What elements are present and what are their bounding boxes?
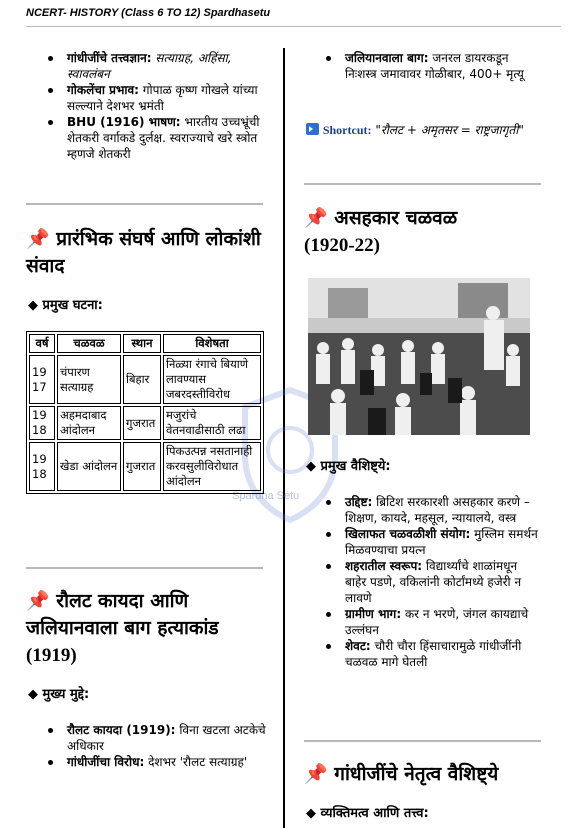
subheading-personality [306,805,429,823]
bullet-key: शेवट: [345,639,371,653]
list-item [26,754,266,770]
bullet-text: गोपाळ कृष्ण गोखले यांच्या सल्ल्याने देशभर भ्रमंती [67,83,258,113]
cell-movement: चंपारण सत्याग्रह [57,355,121,404]
bullet-text: मुस्लिम समर्थन मिळवण्याचा प्रयत्न [345,527,538,557]
table-row [29,355,261,404]
list-item [304,638,542,670]
subheading-major-events [28,297,103,315]
col-header-movement: चळवळ [57,334,121,353]
bullet-text: कर न भरणे, जंगल कायद्याचे उल्लंघन [345,607,529,637]
section-title-text: असहकार चळवळ [334,207,458,229]
col-header-place: स्थान [123,334,161,353]
subheading-text: मुख्य मुद्दे: [42,687,90,702]
cell-feature: मजुरांचे वेतनवाढीसाठी लढा [163,406,261,440]
list-item [304,494,542,526]
section-rule [26,567,263,569]
shortcut-label: Shortcut: [322,123,372,137]
bullet-text: विना खटला अटकेचे अधिकार [67,723,266,753]
col-header-feature: विशेषता [163,334,261,353]
pin-icon: 📌 [26,228,50,250]
shortcut-note [306,122,538,139]
pin-icon: 📌 [26,590,50,612]
section-year: (1919) [26,645,77,666]
bullet-text: ब्रिटिश सरकारशी असहकार करणे – शिक्षण, कायदे, महसूल, न्यायालये, वस्त्र [345,495,530,525]
cell-place: गुजरात [123,406,161,440]
subheading-text: व्यक्तिमत्व आणि तत्त्व: [320,806,429,821]
col-header-year: वर्ष [29,334,55,353]
bullet-text: सत्याग्रह, अहिंसा, स्वावलंबन [67,51,232,81]
fast-forward-icon [306,123,319,135]
section-rule [304,183,541,185]
page-header: NCERT- HISTORY (Class 6 TO 12) Spardhasetu [26,7,271,19]
diamond-bullet-icon: ◆ [28,687,38,702]
bullet-key: जलियानवाला बाग: [345,51,429,65]
rowlatt-bullet-list [26,722,266,770]
watermark-text: Spardha Setu [232,490,300,502]
list-item [304,558,542,606]
bullet-text: जनरल डायरकडून निःशस्त्र जमावावर गोळीबार, 400+ मृत्यू [345,51,524,81]
bullet-key: उद्दिष्ट: [345,495,373,509]
subheading-text: प्रमुख घटना: [42,298,103,313]
diamond-bullet-icon: ◆ [306,459,316,474]
cell-feature: पिकउत्पन्न नसतानाही करवसुलीविरोधात आंदोलन [163,442,261,491]
bullet-key: रौलट कायदा (1919): [67,723,176,737]
bullet-text: चौरी चौरा हिंसाचारामुळे गांधीजींनी चळवळ मागे घेतली [345,639,522,669]
table-row [29,442,261,491]
cell-year: 1918 [29,406,55,440]
column-divider [283,48,285,828]
table-header-row [29,334,261,353]
bullet-key: गोकलेंचा प्रभाव: [67,83,139,97]
section-year: (1920-22) [304,235,380,256]
section-title-non-cooperation [304,205,540,259]
bullet-text: भारतीय उच्चभ्रूंची शेतकरी वर्गाकडे दुर्लक्ष. स्वराज्याचे खरे स्त्रोत म्हणजे शेतकरी [67,115,260,161]
cell-movement: खेडा आंदोलन [57,442,121,491]
events-table [26,331,264,494]
crowd-illustration [308,278,530,435]
section-title-text: रौलट कायदा आणि जलियानवाला बाग हत्याकांड [26,590,219,639]
section-rule [304,740,541,742]
subheading-text: प्रमुख वैशिष्ट्ये: [320,459,391,474]
jallianwala-bullet-list [304,50,542,82]
cell-place: बिहार [123,355,161,404]
intro-bullet-list [26,50,274,162]
cell-movement: अहमदाबाद आंदोलन [57,406,121,440]
bullet-text: विद्यार्थ्यांचे शाळांमधून बाहेर पडणे, वकिलांनी कोर्टांमध्ये हजेरी न लावणे [345,559,522,605]
pin-icon: 📌 [304,763,328,785]
subheading-key-features [306,458,391,476]
bullet-key: ग्रामीण भाग: [345,607,402,621]
list-item [304,50,542,82]
cell-feature: निळ्या रंगाचे बियाणे लावण्यास जबरदस्तीविरोध [163,355,261,404]
list-item [304,606,542,638]
cell-year: 1917 [29,355,55,404]
bullet-key: खिलाफत चळवळीशी संयोग: [345,527,471,541]
list-item [26,50,274,82]
section-title-gandhi-leadership [304,761,544,788]
section-title-text: गांधीजींचे नेतृत्व वैशिष्ट्ये [334,763,499,785]
cell-year: 1918 [29,442,55,491]
bullet-key: गांधीजींचे तत्त्वज्ञान: [67,51,152,65]
table-row [29,406,261,440]
section-title-early-struggle [26,226,266,280]
bullet-key: BHU (1916) भाषण: [67,115,181,129]
diamond-bullet-icon: ◆ [28,298,38,313]
diamond-bullet-icon: ◆ [306,806,316,821]
bullet-text: देशभर 'रौलट सत्याग्रह' [144,755,248,769]
shortcut-text: "रौलट + अमृतसर = राष्ट्रजागृती" [375,123,524,137]
section-rule [26,203,263,205]
bullet-key: गांधीजींचा विरोध: [67,755,145,769]
bullet-key: शहरातील स्वरूप: [345,559,423,573]
section-title-text: प्रारंभिक संघर्ष आणि लोकांशी संवाद [26,228,261,277]
historical-photo [308,278,530,435]
pin-icon: 📌 [304,207,328,229]
subheading-main-points [28,686,89,704]
list-item [304,526,542,558]
section-title-rowlatt [26,588,266,669]
list-item [26,82,274,114]
header-rule [26,26,561,27]
list-item [26,722,266,754]
list-item [26,114,274,162]
non-cooperation-bullet-list [304,494,542,670]
cell-place: गुजरात [123,442,161,491]
